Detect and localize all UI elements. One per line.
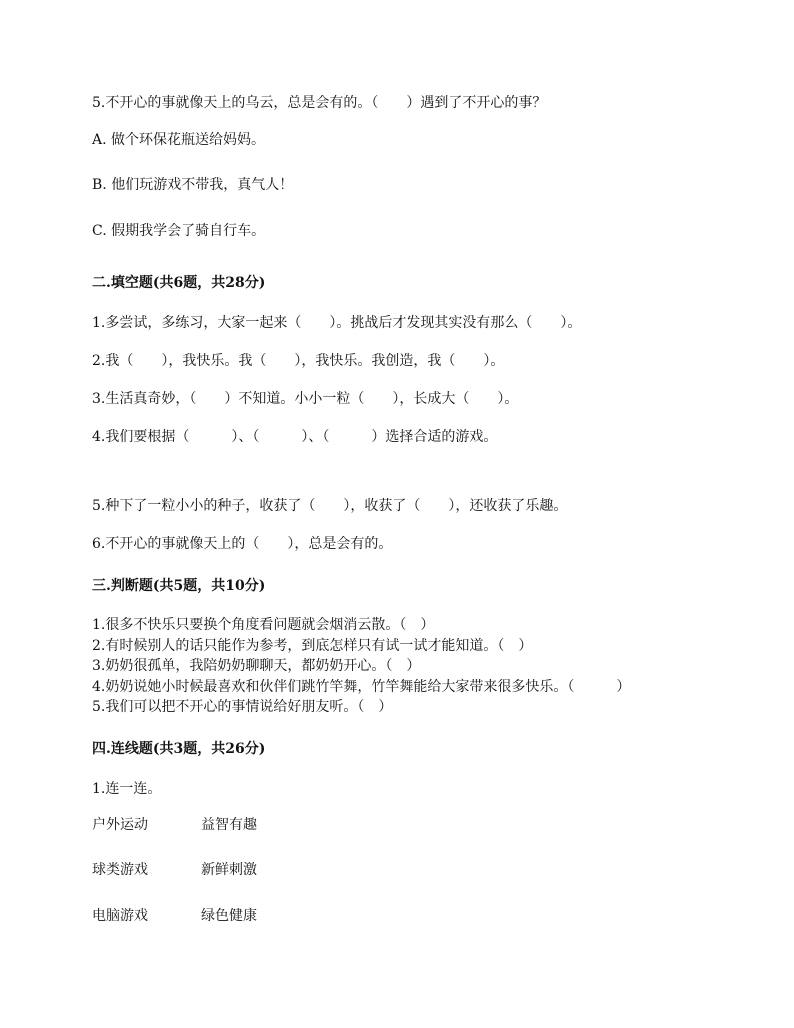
option-c: C. 假期我学会了骑自行车。 — [92, 223, 266, 239]
question-5: 5.不开心的事就像天上的乌云，总是会有的。（ ）遇到了不开心的事？ — [92, 95, 547, 111]
true-false-item: 2.有时候别人的话只能作为参考，到底怎样只有试一试才能知道。（ ） — [92, 638, 533, 654]
section-heading-matching: 四.连线题(共3题，共26分) — [92, 741, 266, 757]
matching-right-item: 新鲜刺激 — [201, 862, 257, 878]
option-a: A. 做个环保花瓶送给妈妈。 — [92, 132, 266, 148]
fill-blank-item: 4.我们要根据（ ）、（ ）、（ ）选择合适的游戏。 — [92, 429, 498, 445]
true-false-item: 4.奶奶说她小时候最喜欢和伙伴们跳竹竿舞，竹竿舞能给大家带来很多快乐。（ ） — [92, 679, 631, 695]
option-b: B. 他们玩游戏不带我，真气人！ — [92, 177, 294, 193]
fill-blank-item: 2.我（ ），我快乐。我（ ），我快乐。我创造，我（ ）。 — [92, 353, 505, 369]
section-heading-true-false: 三.判断题(共5题，共10分) — [92, 578, 266, 594]
true-false-item: 5.我们可以把不开心的事情说给好朋友听。（ ） — [92, 699, 393, 715]
true-false-item: 1.很多不快乐只要换个角度看问题就会烟消云散。（ ） — [92, 617, 435, 633]
true-false-item: 3.奶奶很孤单，我陪奶奶聊聊天，都奶奶开心。（ ） — [92, 658, 421, 674]
fill-blank-item: 5.种下了一粒小小的种子，收获了（ ），收获了（ ），还收获了乐趣。 — [92, 498, 568, 514]
matching-right-item: 绿色健康 — [201, 908, 257, 924]
fill-blank-item: 6.不开心的事就像天上的（ ），总是会有的。 — [92, 536, 393, 552]
matching-prompt: 1.连一连。 — [92, 781, 162, 797]
matching-right-item: 益智有趣 — [201, 817, 257, 833]
matching-left-item: 球类游戏 — [92, 862, 148, 878]
fill-blank-item: 1.多尝试，多练习，大家一起来（ ）。挑战后才发现其实没有那么（ ）。 — [92, 315, 582, 331]
fill-blank-item: 3.生活真奇妙，（ ）不知道。小小一粒（ ），长成大（ ）。 — [92, 391, 519, 407]
matching-left-item: 电脑游戏 — [92, 908, 148, 924]
section-heading-fill-blank: 二.填空题(共6题，共28分) — [92, 275, 266, 291]
matching-left-item: 户外运动 — [92, 817, 148, 833]
